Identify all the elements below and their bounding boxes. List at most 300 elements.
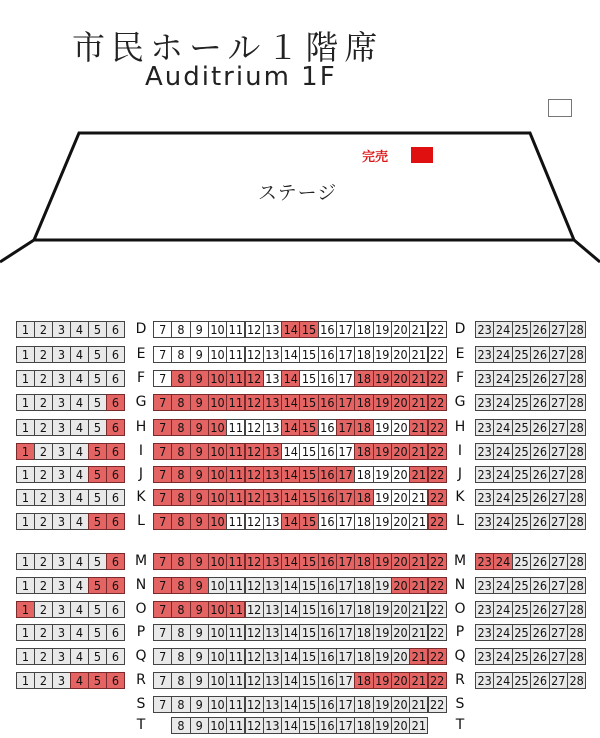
seat-K-28[interactable]: 28: [567, 489, 586, 506]
seat-S-22[interactable]: 22: [428, 696, 447, 713]
seat-D-25[interactable]: 25: [512, 321, 531, 338]
seat-L-1[interactable]: 1: [16, 513, 35, 530]
seat-R-28[interactable]: 28: [567, 672, 586, 689]
seat-J-20[interactable]: 20: [391, 466, 410, 483]
seat-M-18[interactable]: 18: [354, 553, 373, 570]
seat-R-8[interactable]: 8: [171, 672, 190, 689]
seat-R-27[interactable]: 27: [549, 672, 568, 689]
seat-D-19[interactable]: 19: [373, 321, 392, 338]
seat-F-9[interactable]: 9: [190, 370, 209, 387]
seat-M-4[interactable]: 4: [70, 553, 89, 570]
seat-E-4[interactable]: 4: [70, 346, 89, 363]
seat-E-13[interactable]: 13: [263, 346, 282, 363]
seat-K-22[interactable]: 22: [428, 489, 447, 506]
seat-K-25[interactable]: 25: [512, 489, 531, 506]
seat-N-28[interactable]: 28: [567, 577, 586, 594]
seat-P-18[interactable]: 18: [354, 624, 373, 641]
seat-J-9[interactable]: 9: [190, 466, 209, 483]
seat-P-12[interactable]: 12: [245, 624, 264, 641]
seat-Q-25[interactable]: 25: [512, 648, 531, 665]
seat-Q-17[interactable]: 17: [336, 648, 355, 665]
seat-L-9[interactable]: 9: [190, 513, 209, 530]
seat-E-27[interactable]: 27: [549, 346, 568, 363]
seat-S-9[interactable]: 9: [190, 696, 209, 713]
seat-M-8[interactable]: 8: [171, 553, 190, 570]
seat-R-6[interactable]: 6: [106, 672, 125, 689]
seat-I-24[interactable]: 24: [493, 443, 512, 460]
seat-K-27[interactable]: 27: [549, 489, 568, 506]
seat-J-23[interactable]: 23: [475, 466, 494, 483]
seat-J-19[interactable]: 19: [373, 466, 392, 483]
seat-T-8[interactable]: 8: [171, 717, 190, 734]
seat-D-23[interactable]: 23: [475, 321, 494, 338]
seat-F-19[interactable]: 19: [373, 370, 392, 387]
seat-E-26[interactable]: 26: [530, 346, 549, 363]
seat-D-22[interactable]: 22: [428, 321, 447, 338]
seat-G-24[interactable]: 24: [493, 394, 512, 411]
seat-E-16[interactable]: 16: [318, 346, 337, 363]
seat-F-26[interactable]: 26: [530, 370, 549, 387]
seat-P-9[interactable]: 9: [190, 624, 209, 641]
seat-G-15[interactable]: 15: [299, 394, 318, 411]
seat-N-5[interactable]: 5: [88, 577, 107, 594]
seat-F-14[interactable]: 14: [281, 370, 300, 387]
seat-R-10[interactable]: 10: [208, 672, 227, 689]
seat-L-4[interactable]: 4: [70, 513, 89, 530]
seat-H-3[interactable]: 3: [52, 419, 71, 436]
seat-F-27[interactable]: 27: [549, 370, 568, 387]
seat-J-8[interactable]: 8: [171, 466, 190, 483]
seat-O-21[interactable]: 21: [409, 601, 428, 618]
seat-M-1[interactable]: 1: [16, 553, 35, 570]
seat-J-12[interactable]: 12: [245, 466, 264, 483]
seat-P-25[interactable]: 25: [512, 624, 531, 641]
seat-G-13[interactable]: 13: [263, 394, 282, 411]
seat-G-22[interactable]: 22: [428, 394, 447, 411]
seat-I-26[interactable]: 26: [530, 443, 549, 460]
seat-H-7[interactable]: 7: [153, 419, 172, 436]
seat-T-13[interactable]: 13: [263, 717, 282, 734]
seat-L-20[interactable]: 20: [391, 513, 410, 530]
seat-F-18[interactable]: 18: [354, 370, 373, 387]
seat-L-10[interactable]: 10: [208, 513, 227, 530]
seat-J-18[interactable]: 18: [354, 466, 373, 483]
seat-G-20[interactable]: 20: [391, 394, 410, 411]
seat-L-16[interactable]: 16: [318, 513, 337, 530]
seat-P-10[interactable]: 10: [208, 624, 227, 641]
seat-G-5[interactable]: 5: [88, 394, 107, 411]
seat-R-19[interactable]: 19: [373, 672, 392, 689]
seat-Q-6[interactable]: 6: [106, 648, 125, 665]
seat-J-28[interactable]: 28: [567, 466, 586, 483]
seat-F-23[interactable]: 23: [475, 370, 494, 387]
seat-M-11[interactable]: 11: [226, 553, 245, 570]
seat-I-22[interactable]: 22: [428, 443, 447, 460]
seat-D-8[interactable]: 8: [171, 321, 190, 338]
seat-N-9[interactable]: 9: [190, 577, 209, 594]
seat-L-3[interactable]: 3: [52, 513, 71, 530]
seat-H-19[interactable]: 19: [373, 419, 392, 436]
seat-J-22[interactable]: 22: [428, 466, 447, 483]
seat-E-8[interactable]: 8: [171, 346, 190, 363]
seat-E-22[interactable]: 22: [428, 346, 447, 363]
seat-O-18[interactable]: 18: [354, 601, 373, 618]
seat-H-27[interactable]: 27: [549, 419, 568, 436]
seat-L-15[interactable]: 15: [299, 513, 318, 530]
seat-M-10[interactable]: 10: [208, 553, 227, 570]
seat-P-14[interactable]: 14: [281, 624, 300, 641]
seat-D-5[interactable]: 5: [88, 321, 107, 338]
seat-I-27[interactable]: 27: [549, 443, 568, 460]
seat-M-15[interactable]: 15: [299, 553, 318, 570]
seat-Q-1[interactable]: 1: [16, 648, 35, 665]
seat-G-2[interactable]: 2: [34, 394, 53, 411]
seat-E-28[interactable]: 28: [567, 346, 586, 363]
seat-R-3[interactable]: 3: [52, 672, 71, 689]
seat-Q-19[interactable]: 19: [373, 648, 392, 665]
seat-R-7[interactable]: 7: [153, 672, 172, 689]
seat-I-13[interactable]: 13: [263, 443, 282, 460]
seat-P-20[interactable]: 20: [391, 624, 410, 641]
seat-T-21[interactable]: 21: [409, 717, 428, 734]
seat-K-3[interactable]: 3: [52, 489, 71, 506]
seat-J-7[interactable]: 7: [153, 466, 172, 483]
seat-J-24[interactable]: 24: [493, 466, 512, 483]
seat-J-10[interactable]: 10: [208, 466, 227, 483]
seat-E-17[interactable]: 17: [336, 346, 355, 363]
seat-G-14[interactable]: 14: [281, 394, 300, 411]
seat-I-15[interactable]: 15: [299, 443, 318, 460]
seat-H-28[interactable]: 28: [567, 419, 586, 436]
seat-H-22[interactable]: 22: [428, 419, 447, 436]
seat-E-9[interactable]: 9: [190, 346, 209, 363]
seat-Q-5[interactable]: 5: [88, 648, 107, 665]
seat-O-26[interactable]: 26: [530, 601, 549, 618]
seat-E-11[interactable]: 11: [226, 346, 245, 363]
seat-S-11[interactable]: 11: [226, 696, 245, 713]
seat-I-19[interactable]: 19: [373, 443, 392, 460]
seat-O-11[interactable]: 11: [226, 601, 245, 618]
seat-H-16[interactable]: 16: [318, 419, 337, 436]
seat-D-12[interactable]: 12: [245, 321, 264, 338]
seat-D-14[interactable]: 14: [281, 321, 300, 338]
seat-K-21[interactable]: 21: [409, 489, 428, 506]
seat-Q-21[interactable]: 21: [409, 648, 428, 665]
seat-L-27[interactable]: 27: [549, 513, 568, 530]
seat-G-17[interactable]: 17: [336, 394, 355, 411]
seat-O-9[interactable]: 9: [190, 601, 209, 618]
seat-K-10[interactable]: 10: [208, 489, 227, 506]
seat-H-8[interactable]: 8: [171, 419, 190, 436]
seat-R-9[interactable]: 9: [190, 672, 209, 689]
seat-H-24[interactable]: 24: [493, 419, 512, 436]
seat-P-19[interactable]: 19: [373, 624, 392, 641]
seat-Q-3[interactable]: 3: [52, 648, 71, 665]
seat-P-23[interactable]: 23: [475, 624, 494, 641]
seat-G-25[interactable]: 25: [512, 394, 531, 411]
seat-J-17[interactable]: 17: [336, 466, 355, 483]
seat-R-20[interactable]: 20: [391, 672, 410, 689]
seat-T-19[interactable]: 19: [373, 717, 392, 734]
seat-N-11[interactable]: 11: [226, 577, 245, 594]
seat-P-24[interactable]: 24: [493, 624, 512, 641]
seat-N-19[interactable]: 19: [373, 577, 392, 594]
seat-P-5[interactable]: 5: [88, 624, 107, 641]
seat-D-13[interactable]: 13: [263, 321, 282, 338]
seat-F-25[interactable]: 25: [512, 370, 531, 387]
seat-N-14[interactable]: 14: [281, 577, 300, 594]
seat-F-10[interactable]: 10: [208, 370, 227, 387]
seat-I-18[interactable]: 18: [354, 443, 373, 460]
seat-O-24[interactable]: 24: [493, 601, 512, 618]
seat-J-3[interactable]: 3: [52, 466, 71, 483]
seat-Q-4[interactable]: 4: [70, 648, 89, 665]
seat-T-14[interactable]: 14: [281, 717, 300, 734]
seat-D-15[interactable]: 15: [299, 321, 318, 338]
seat-Q-15[interactable]: 15: [299, 648, 318, 665]
seat-R-21[interactable]: 21: [409, 672, 428, 689]
seat-H-25[interactable]: 25: [512, 419, 531, 436]
seat-P-2[interactable]: 2: [34, 624, 53, 641]
seat-L-28[interactable]: 28: [567, 513, 586, 530]
seat-M-25[interactable]: 25: [512, 553, 531, 570]
seat-R-2[interactable]: 2: [34, 672, 53, 689]
seat-J-4[interactable]: 4: [70, 466, 89, 483]
seat-N-1[interactable]: 1: [16, 577, 35, 594]
seat-H-20[interactable]: 20: [391, 419, 410, 436]
seat-Q-12[interactable]: 12: [245, 648, 264, 665]
seat-Q-10[interactable]: 10: [208, 648, 227, 665]
seat-M-17[interactable]: 17: [336, 553, 355, 570]
seat-J-25[interactable]: 25: [512, 466, 531, 483]
seat-T-18[interactable]: 18: [354, 717, 373, 734]
seat-P-28[interactable]: 28: [567, 624, 586, 641]
seat-M-13[interactable]: 13: [263, 553, 282, 570]
seat-E-18[interactable]: 18: [354, 346, 373, 363]
seat-P-15[interactable]: 15: [299, 624, 318, 641]
seat-P-22[interactable]: 22: [428, 624, 447, 641]
seat-O-25[interactable]: 25: [512, 601, 531, 618]
seat-I-8[interactable]: 8: [171, 443, 190, 460]
seat-P-8[interactable]: 8: [171, 624, 190, 641]
seat-I-5[interactable]: 5: [88, 443, 107, 460]
seat-P-26[interactable]: 26: [530, 624, 549, 641]
seat-E-7[interactable]: 7: [153, 346, 172, 363]
seat-K-8[interactable]: 8: [171, 489, 190, 506]
seat-O-10[interactable]: 10: [208, 601, 227, 618]
seat-K-14[interactable]: 14: [281, 489, 300, 506]
seat-D-17[interactable]: 17: [336, 321, 355, 338]
seat-G-3[interactable]: 3: [52, 394, 71, 411]
seat-H-2[interactable]: 2: [34, 419, 53, 436]
seat-M-28[interactable]: 28: [567, 553, 586, 570]
seat-E-14[interactable]: 14: [281, 346, 300, 363]
seat-Q-7[interactable]: 7: [153, 648, 172, 665]
seat-I-7[interactable]: 7: [153, 443, 172, 460]
seat-M-14[interactable]: 14: [281, 553, 300, 570]
seat-E-3[interactable]: 3: [52, 346, 71, 363]
seat-N-25[interactable]: 25: [512, 577, 531, 594]
seat-T-16[interactable]: 16: [318, 717, 337, 734]
seat-R-25[interactable]: 25: [512, 672, 531, 689]
seat-I-25[interactable]: 25: [512, 443, 531, 460]
seat-F-20[interactable]: 20: [391, 370, 410, 387]
seat-R-15[interactable]: 15: [299, 672, 318, 689]
seat-O-16[interactable]: 16: [318, 601, 337, 618]
seat-S-14[interactable]: 14: [281, 696, 300, 713]
seat-M-5[interactable]: 5: [88, 553, 107, 570]
seat-E-24[interactable]: 24: [493, 346, 512, 363]
seat-L-21[interactable]: 21: [409, 513, 428, 530]
seat-J-5[interactable]: 5: [88, 466, 107, 483]
seat-F-2[interactable]: 2: [34, 370, 53, 387]
seat-T-9[interactable]: 9: [190, 717, 209, 734]
seat-O-20[interactable]: 20: [391, 601, 410, 618]
seat-D-6[interactable]: 6: [106, 321, 125, 338]
seat-N-6[interactable]: 6: [106, 577, 125, 594]
seat-Q-26[interactable]: 26: [530, 648, 549, 665]
seat-E-23[interactable]: 23: [475, 346, 494, 363]
seat-G-10[interactable]: 10: [208, 394, 227, 411]
seat-K-17[interactable]: 17: [336, 489, 355, 506]
seat-R-22[interactable]: 22: [428, 672, 447, 689]
seat-I-4[interactable]: 4: [70, 443, 89, 460]
seat-L-7[interactable]: 7: [153, 513, 172, 530]
seat-S-20[interactable]: 20: [391, 696, 410, 713]
seat-H-11[interactable]: 11: [226, 419, 245, 436]
seat-G-8[interactable]: 8: [171, 394, 190, 411]
seat-P-13[interactable]: 13: [263, 624, 282, 641]
seat-J-21[interactable]: 21: [409, 466, 428, 483]
seat-H-13[interactable]: 13: [263, 419, 282, 436]
seat-G-6[interactable]: 6: [106, 394, 125, 411]
seat-E-5[interactable]: 5: [88, 346, 107, 363]
seat-P-27[interactable]: 27: [549, 624, 568, 641]
seat-N-22[interactable]: 22: [428, 577, 447, 594]
seat-H-26[interactable]: 26: [530, 419, 549, 436]
seat-L-17[interactable]: 17: [336, 513, 355, 530]
seat-N-26[interactable]: 26: [530, 577, 549, 594]
seat-H-18[interactable]: 18: [354, 419, 373, 436]
seat-J-11[interactable]: 11: [226, 466, 245, 483]
seat-Q-24[interactable]: 24: [493, 648, 512, 665]
seat-R-23[interactable]: 23: [475, 672, 494, 689]
seat-G-21[interactable]: 21: [409, 394, 428, 411]
seat-D-2[interactable]: 2: [34, 321, 53, 338]
seat-H-4[interactable]: 4: [70, 419, 89, 436]
seat-I-14[interactable]: 14: [281, 443, 300, 460]
seat-Q-20[interactable]: 20: [391, 648, 410, 665]
seat-P-6[interactable]: 6: [106, 624, 125, 641]
seat-E-12[interactable]: 12: [245, 346, 264, 363]
seat-Q-13[interactable]: 13: [263, 648, 282, 665]
seat-O-2[interactable]: 2: [34, 601, 53, 618]
seat-J-14[interactable]: 14: [281, 466, 300, 483]
seat-G-26[interactable]: 26: [530, 394, 549, 411]
seat-J-2[interactable]: 2: [34, 466, 53, 483]
seat-L-23[interactable]: 23: [475, 513, 494, 530]
seat-E-2[interactable]: 2: [34, 346, 53, 363]
seat-E-10[interactable]: 10: [208, 346, 227, 363]
seat-O-12[interactable]: 12: [245, 601, 264, 618]
seat-N-7[interactable]: 7: [153, 577, 172, 594]
seat-O-5[interactable]: 5: [88, 601, 107, 618]
seat-D-21[interactable]: 21: [409, 321, 428, 338]
seat-G-23[interactable]: 23: [475, 394, 494, 411]
seat-P-1[interactable]: 1: [16, 624, 35, 641]
seat-D-16[interactable]: 16: [318, 321, 337, 338]
seat-F-5[interactable]: 5: [88, 370, 107, 387]
seat-N-12[interactable]: 12: [245, 577, 264, 594]
seat-P-4[interactable]: 4: [70, 624, 89, 641]
seat-I-11[interactable]: 11: [226, 443, 245, 460]
seat-H-15[interactable]: 15: [299, 419, 318, 436]
seat-L-24[interactable]: 24: [493, 513, 512, 530]
seat-E-19[interactable]: 19: [373, 346, 392, 363]
seat-D-18[interactable]: 18: [354, 321, 373, 338]
seat-K-6[interactable]: 6: [106, 489, 125, 506]
seat-L-6[interactable]: 6: [106, 513, 125, 530]
seat-O-4[interactable]: 4: [70, 601, 89, 618]
seat-O-15[interactable]: 15: [299, 601, 318, 618]
seat-R-4[interactable]: 4: [70, 672, 89, 689]
seat-N-21[interactable]: 21: [409, 577, 428, 594]
seat-G-11[interactable]: 11: [226, 394, 245, 411]
seat-R-13[interactable]: 13: [263, 672, 282, 689]
seat-M-6[interactable]: 6: [106, 553, 125, 570]
seat-K-2[interactable]: 2: [34, 489, 53, 506]
seat-F-6[interactable]: 6: [106, 370, 125, 387]
seat-M-16[interactable]: 16: [318, 553, 337, 570]
seat-F-4[interactable]: 4: [70, 370, 89, 387]
seat-J-26[interactable]: 26: [530, 466, 549, 483]
seat-N-20[interactable]: 20: [391, 577, 410, 594]
seat-P-7[interactable]: 7: [153, 624, 172, 641]
seat-D-4[interactable]: 4: [70, 321, 89, 338]
seat-N-18[interactable]: 18: [354, 577, 373, 594]
seat-R-5[interactable]: 5: [88, 672, 107, 689]
seat-N-10[interactable]: 10: [208, 577, 227, 594]
seat-O-14[interactable]: 14: [281, 601, 300, 618]
seat-S-16[interactable]: 16: [318, 696, 337, 713]
seat-P-17[interactable]: 17: [336, 624, 355, 641]
seat-N-24[interactable]: 24: [493, 577, 512, 594]
seat-S-15[interactable]: 15: [299, 696, 318, 713]
seat-N-2[interactable]: 2: [34, 577, 53, 594]
seat-S-17[interactable]: 17: [336, 696, 355, 713]
seat-I-20[interactable]: 20: [391, 443, 410, 460]
seat-H-17[interactable]: 17: [336, 419, 355, 436]
seat-D-9[interactable]: 9: [190, 321, 209, 338]
seat-T-17[interactable]: 17: [336, 717, 355, 734]
seat-O-22[interactable]: 22: [428, 601, 447, 618]
seat-F-8[interactable]: 8: [171, 370, 190, 387]
seat-I-21[interactable]: 21: [409, 443, 428, 460]
seat-G-19[interactable]: 19: [373, 394, 392, 411]
seat-L-18[interactable]: 18: [354, 513, 373, 530]
seat-K-4[interactable]: 4: [70, 489, 89, 506]
seat-L-2[interactable]: 2: [34, 513, 53, 530]
seat-J-16[interactable]: 16: [318, 466, 337, 483]
seat-M-2[interactable]: 2: [34, 553, 53, 570]
seat-S-18[interactable]: 18: [354, 696, 373, 713]
seat-R-16[interactable]: 16: [318, 672, 337, 689]
seat-K-19[interactable]: 19: [373, 489, 392, 506]
seat-S-13[interactable]: 13: [263, 696, 282, 713]
seat-G-1[interactable]: 1: [16, 394, 35, 411]
seat-E-6[interactable]: 6: [106, 346, 125, 363]
seat-N-3[interactable]: 3: [52, 577, 71, 594]
